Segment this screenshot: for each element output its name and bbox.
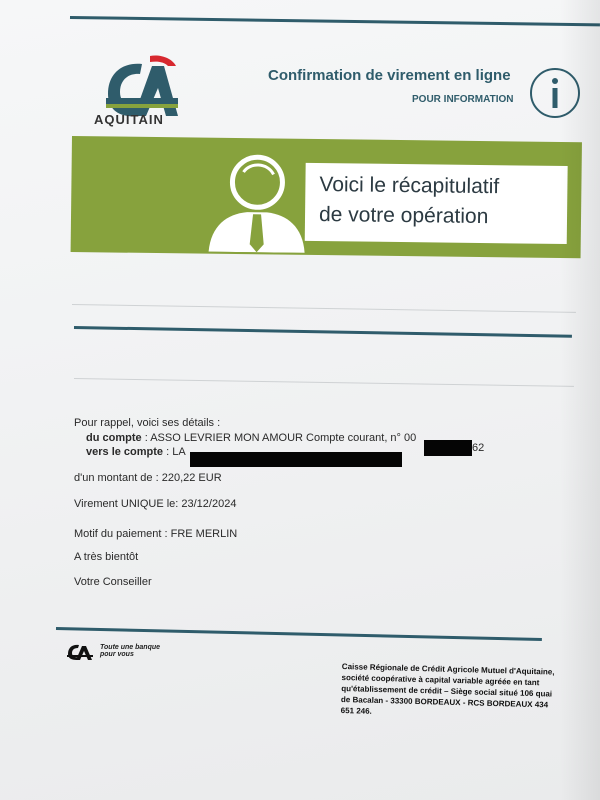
person-icon xyxy=(207,148,308,253)
transfer-date-line: Virement UNIQUE le: 23/12/2024 xyxy=(74,498,237,510)
banner-heading-line2: de votre opération xyxy=(318,203,489,229)
footer-logo xyxy=(66,642,98,662)
to-account-label: vers le compte xyxy=(86,446,164,458)
redaction-bar xyxy=(190,452,402,467)
summary-banner xyxy=(71,136,582,258)
from-account-suffix: 62 xyxy=(472,442,485,454)
footer-tagline xyxy=(100,644,170,658)
to-account-value: : LA xyxy=(166,446,186,458)
closing-line: A très bientôt xyxy=(74,551,139,563)
from-account-label: du compte xyxy=(86,432,142,444)
divider xyxy=(74,378,574,387)
footer-legal-address: Caisse Régionale de Crédit Agricole Mutuel d'Aquitaine, société coopérative à capital variable agréée en tant qu'établissement de crédit – Siège social situé 106 quai de Bacalan - 33300 BORDEAUX - RCS BORDEAUX 434 651 246. xyxy=(340,661,555,716)
payment-reason-line: Motif du paiement : FRE MERLIN xyxy=(74,528,238,540)
from-account-row xyxy=(86,432,416,444)
section-divider xyxy=(74,326,572,338)
page-title: Confirmation de virement en ligne xyxy=(268,67,511,84)
to-account-row xyxy=(86,446,186,458)
top-divider xyxy=(70,16,600,26)
banner-heading-line1: Voici le récapitulatif xyxy=(319,173,500,199)
footer-tagline-line1: Toute une banque xyxy=(100,644,161,651)
from-account-value: : ASSO LEVRIER MON AMOUR Compte courant, n° 00 xyxy=(144,432,417,444)
page-subtitle: POUR INFORMATION xyxy=(412,94,514,105)
banner-text-box xyxy=(305,163,568,244)
details-intro: Pour rappel, voici ses détails : xyxy=(74,417,221,429)
amount-line: d'un montant de : 220,22 EUR xyxy=(74,472,222,484)
info-icon xyxy=(528,66,582,120)
logo-region-text: AQUITAIN xyxy=(94,112,164,127)
divider xyxy=(72,304,576,313)
footer-tagline-line2: pour vous xyxy=(100,651,134,658)
redaction-bar xyxy=(424,440,472,456)
footer-divider xyxy=(56,627,542,641)
signature-line: Votre Conseiller xyxy=(74,576,152,588)
